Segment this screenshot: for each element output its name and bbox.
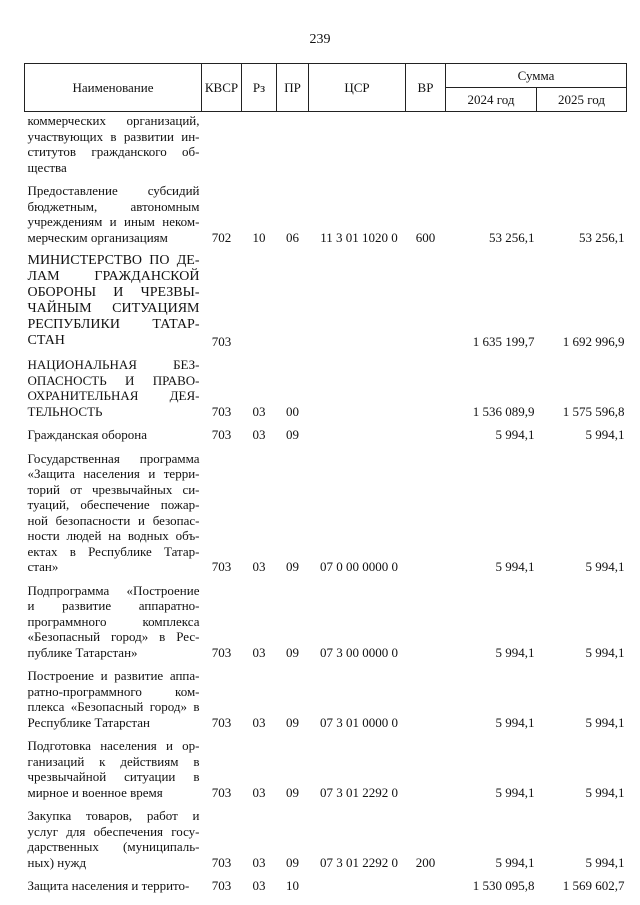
cell-name bbox=[25, 667, 202, 730]
cell-pr: 09 bbox=[286, 427, 299, 442]
name-line: участвующих в развитии ин- bbox=[27, 128, 200, 144]
cell-pr: 09 bbox=[286, 559, 299, 574]
header-vr: ВР bbox=[406, 64, 446, 112]
cell-kvsr: 703 bbox=[211, 714, 232, 730]
name-line: стан» bbox=[27, 559, 59, 574]
name-line: Подпрограмма «Построение bbox=[27, 582, 200, 598]
cell-rz: 10 bbox=[252, 229, 266, 245]
table-row bbox=[25, 877, 627, 894]
cell-vr bbox=[406, 667, 446, 730]
table-row bbox=[25, 582, 627, 661]
cell-kvsr: 703 bbox=[211, 559, 232, 574]
cell-name bbox=[25, 252, 202, 349]
cell-pr: 06 bbox=[286, 229, 299, 245]
cell-vr bbox=[406, 450, 446, 575]
row-spacer-cell bbox=[25, 443, 627, 450]
name-line: коммерческих организаций, bbox=[27, 113, 200, 128]
name-line: ратно-программного ком- bbox=[27, 683, 200, 699]
cell-kvsr: 703 bbox=[211, 644, 232, 660]
row-spacer-cell bbox=[25, 730, 627, 737]
row-spacer bbox=[25, 175, 627, 182]
cell-sum-2024: 5 994,1 bbox=[495, 854, 535, 870]
name-line: ектах в Республике Татар- bbox=[27, 543, 200, 559]
name-line: ЛАМ ГРАЖДАНСКОЙ bbox=[27, 269, 200, 284]
name-line: бюджетным, автономным bbox=[27, 198, 200, 214]
cell-sum-2024: 1 536 089,9 bbox=[472, 403, 535, 419]
cell-csr bbox=[309, 252, 406, 349]
row-spacer bbox=[25, 245, 627, 252]
cell-csr: 07 0 00 0000 0 bbox=[320, 559, 398, 574]
name-line: и развитие аппаратно- bbox=[27, 598, 200, 613]
table-row bbox=[25, 252, 627, 349]
row-spacer bbox=[25, 730, 627, 737]
name-line: ОХРАНИТЕЛЬНАЯ ДЕЯ- bbox=[27, 388, 200, 403]
cell-name bbox=[25, 807, 202, 870]
cell-csr bbox=[309, 426, 406, 443]
cell-csr: 07 3 00 0000 0 bbox=[320, 644, 398, 660]
cell-sum-2024 bbox=[446, 112, 537, 176]
cell-kvsr: 703 bbox=[211, 403, 232, 419]
page-number: 239 bbox=[309, 32, 331, 47]
name-line: щества bbox=[27, 159, 67, 175]
cell-name bbox=[25, 426, 202, 443]
header-year-2024: 2024 год bbox=[446, 88, 537, 112]
cell-name bbox=[25, 582, 202, 661]
cell-kvsr: 703 bbox=[211, 427, 232, 442]
name-line: «Безопасный город» в Рес- bbox=[27, 629, 200, 644]
cell-kvsr: 703 bbox=[211, 333, 232, 349]
cell-csr bbox=[309, 112, 406, 176]
row-spacer bbox=[25, 419, 627, 426]
header-name: Наименование bbox=[25, 64, 202, 112]
cell-csr: 07 3 01 2292 0 bbox=[320, 854, 398, 870]
cell-vr: 200 bbox=[415, 854, 436, 870]
cell-name bbox=[25, 356, 202, 419]
name-line: ститутов гражданского об- bbox=[27, 144, 200, 159]
table-row bbox=[25, 426, 627, 443]
name-line: «Защита населения и терри- bbox=[27, 466, 200, 481]
cell-sum-2024: 5 994,1 bbox=[495, 714, 535, 730]
name-line: ОБОРОНЫ И ЧРЕЗВЫ- bbox=[27, 285, 200, 300]
name-line: мирное и военное время bbox=[27, 784, 163, 800]
cell-name bbox=[25, 182, 202, 245]
cell-name bbox=[25, 877, 202, 894]
cell-sum-2024: 53 256,1 bbox=[489, 229, 535, 245]
name-line: Государственная программа bbox=[27, 450, 200, 466]
cell-sum-2025: 1 575 596,8 bbox=[562, 403, 625, 419]
header-kvsr: КВСР bbox=[202, 64, 242, 112]
name-line: Построение и развитие аппа- bbox=[27, 668, 200, 683]
table-body bbox=[25, 112, 627, 894]
cell-sum-2024: 5 994,1 bbox=[495, 784, 535, 800]
cell-pr: 09 bbox=[286, 714, 299, 730]
table-row bbox=[25, 737, 627, 800]
table-row bbox=[25, 667, 627, 730]
cell-kvsr: 703 bbox=[211, 854, 232, 870]
row-spacer bbox=[25, 660, 627, 667]
cell-sum-2024: 5 994,1 bbox=[495, 427, 535, 442]
cell-rz bbox=[242, 112, 277, 176]
name-line: ной безопасности и безопас- bbox=[27, 512, 200, 528]
table-row bbox=[25, 356, 627, 419]
cell-vr bbox=[406, 356, 446, 419]
row-spacer-cell bbox=[25, 800, 627, 807]
name-line: Подготовка населения и ор- bbox=[27, 738, 200, 753]
name-line: Предоставление субсидий bbox=[27, 183, 200, 198]
row-spacer bbox=[25, 575, 627, 582]
cell-sum-2025 bbox=[537, 112, 627, 176]
cell-sum-2025: 1 569 602,7 bbox=[562, 878, 625, 893]
table-row bbox=[25, 450, 627, 575]
name-line: туаций, обеспечение пожар- bbox=[27, 497, 200, 512]
table-row bbox=[25, 112, 627, 176]
row-spacer bbox=[25, 443, 627, 450]
row-spacer-cell bbox=[25, 870, 627, 877]
cell-csr: 07 3 01 0000 0 bbox=[320, 714, 398, 730]
table-header bbox=[25, 64, 627, 112]
cell-name bbox=[25, 112, 202, 176]
cell-rz: 03 bbox=[252, 854, 266, 870]
cell-rz: 03 bbox=[252, 644, 266, 660]
cell-vr bbox=[406, 737, 446, 800]
cell-sum-2025: 5 994,1 bbox=[585, 644, 625, 660]
name-line: Защита населения и террито- bbox=[27, 878, 190, 893]
cell-kvsr: 702 bbox=[211, 229, 232, 245]
name-line: программного комплекса bbox=[27, 613, 200, 629]
cell-sum-2025: 5 994,1 bbox=[585, 714, 625, 730]
header-sum: Сумма bbox=[446, 64, 627, 88]
header-year-2025: 2025 год bbox=[537, 88, 627, 112]
budget-table bbox=[24, 63, 627, 894]
name-line: мерческим организациям bbox=[27, 229, 168, 245]
name-line: РЕСПУБЛИКИ ТАТАР- bbox=[27, 317, 200, 332]
cell-name bbox=[25, 450, 202, 575]
cell-vr: 600 bbox=[415, 229, 436, 245]
row-spacer bbox=[25, 800, 627, 807]
name-line: МИНИСТЕРСТВО ПО ДЕ- bbox=[27, 253, 200, 268]
cell-vr bbox=[406, 582, 446, 661]
name-line: учреждениям и иным неком- bbox=[27, 214, 200, 229]
cell-sum-2025: 5 994,1 bbox=[585, 427, 625, 442]
row-spacer-cell bbox=[25, 575, 627, 582]
header-csr: ЦСР bbox=[309, 64, 406, 112]
cell-sum-2024: 1 530 095,8 bbox=[472, 878, 535, 893]
cell-sum-2025: 5 994,1 bbox=[585, 854, 625, 870]
name-line: дарственных (муниципаль- bbox=[27, 839, 200, 854]
cell-name bbox=[25, 737, 202, 800]
name-line: Закупка товаров, работ и bbox=[27, 808, 200, 823]
name-line: плекса «Безопасный город» в bbox=[27, 699, 200, 714]
row-spacer bbox=[25, 870, 627, 877]
row-spacer-cell bbox=[25, 349, 627, 356]
name-line: СТАН bbox=[27, 333, 65, 348]
cell-kvsr bbox=[202, 112, 242, 176]
cell-kvsr: 703 bbox=[211, 784, 232, 800]
name-line: ных) нужд bbox=[27, 854, 87, 870]
header-pr: ПР bbox=[277, 64, 309, 112]
cell-rz: 03 bbox=[252, 714, 266, 730]
row-spacer-cell bbox=[25, 175, 627, 182]
name-line: НАЦИОНАЛЬНАЯ БЕЗ- bbox=[27, 357, 200, 372]
cell-pr: 10 bbox=[286, 878, 299, 893]
cell-rz: 03 bbox=[252, 878, 266, 893]
row-spacer bbox=[25, 349, 627, 356]
name-line: Республике Татарстан bbox=[27, 714, 150, 730]
cell-sum-2025: 5 994,1 bbox=[585, 559, 625, 574]
cell-vr bbox=[406, 426, 446, 443]
cell-kvsr: 703 bbox=[211, 878, 232, 893]
name-line: торий от чрезвычайных си- bbox=[27, 481, 200, 497]
cell-rz: 03 bbox=[252, 784, 266, 800]
cell-sum-2024: 5 994,1 bbox=[495, 644, 535, 660]
name-line: ТЕЛЬНОСТЬ bbox=[27, 403, 103, 419]
cell-sum-2025: 1 692 996,9 bbox=[562, 333, 625, 349]
cell-csr: 07 3 01 2292 0 bbox=[320, 784, 398, 800]
cell-pr bbox=[277, 112, 309, 176]
row-spacer-cell bbox=[25, 660, 627, 667]
name-line: чрезвычайной ситуации в bbox=[27, 769, 200, 784]
cell-rz: 03 bbox=[252, 427, 266, 442]
cell-pr: 09 bbox=[286, 854, 299, 870]
cell-vr bbox=[406, 252, 446, 349]
cell-sum-2024: 5 994,1 bbox=[495, 559, 535, 574]
row-spacer-cell bbox=[25, 245, 627, 252]
cell-csr: 11 3 01 1020 0 bbox=[320, 229, 398, 245]
name-line: ОПАСНОСТЬ И ПРАВО- bbox=[27, 372, 200, 388]
header-rz: Рз bbox=[242, 64, 277, 112]
cell-rz bbox=[242, 252, 277, 349]
cell-sum-2025: 53 256,1 bbox=[579, 229, 625, 245]
name-line: ЧАЙНЫМ СИТУАЦИЯМ bbox=[27, 301, 200, 316]
name-line: услуг для обеспечения госу- bbox=[27, 823, 200, 839]
cell-sum-2024: 1 635 199,7 bbox=[472, 333, 535, 349]
cell-csr bbox=[309, 877, 406, 894]
cell-pr bbox=[277, 252, 309, 349]
cell-rz: 03 bbox=[252, 403, 266, 419]
cell-pr: 00 bbox=[286, 403, 299, 419]
name-line: Гражданская оборона bbox=[27, 427, 148, 442]
name-line: ности людей на водных объ- bbox=[27, 528, 200, 543]
cell-pr: 09 bbox=[286, 784, 299, 800]
cell-sum-2025: 5 994,1 bbox=[585, 784, 625, 800]
table-row bbox=[25, 807, 627, 870]
row-spacer-cell bbox=[25, 419, 627, 426]
cell-vr bbox=[406, 112, 446, 176]
cell-rz: 03 bbox=[252, 559, 266, 574]
cell-vr bbox=[406, 877, 446, 894]
cell-csr bbox=[309, 356, 406, 419]
table-row bbox=[25, 182, 627, 245]
name-line: публике Татарстан» bbox=[27, 644, 138, 660]
name-line: ганизаций к действиям в bbox=[27, 753, 200, 769]
cell-pr: 09 bbox=[286, 644, 299, 660]
